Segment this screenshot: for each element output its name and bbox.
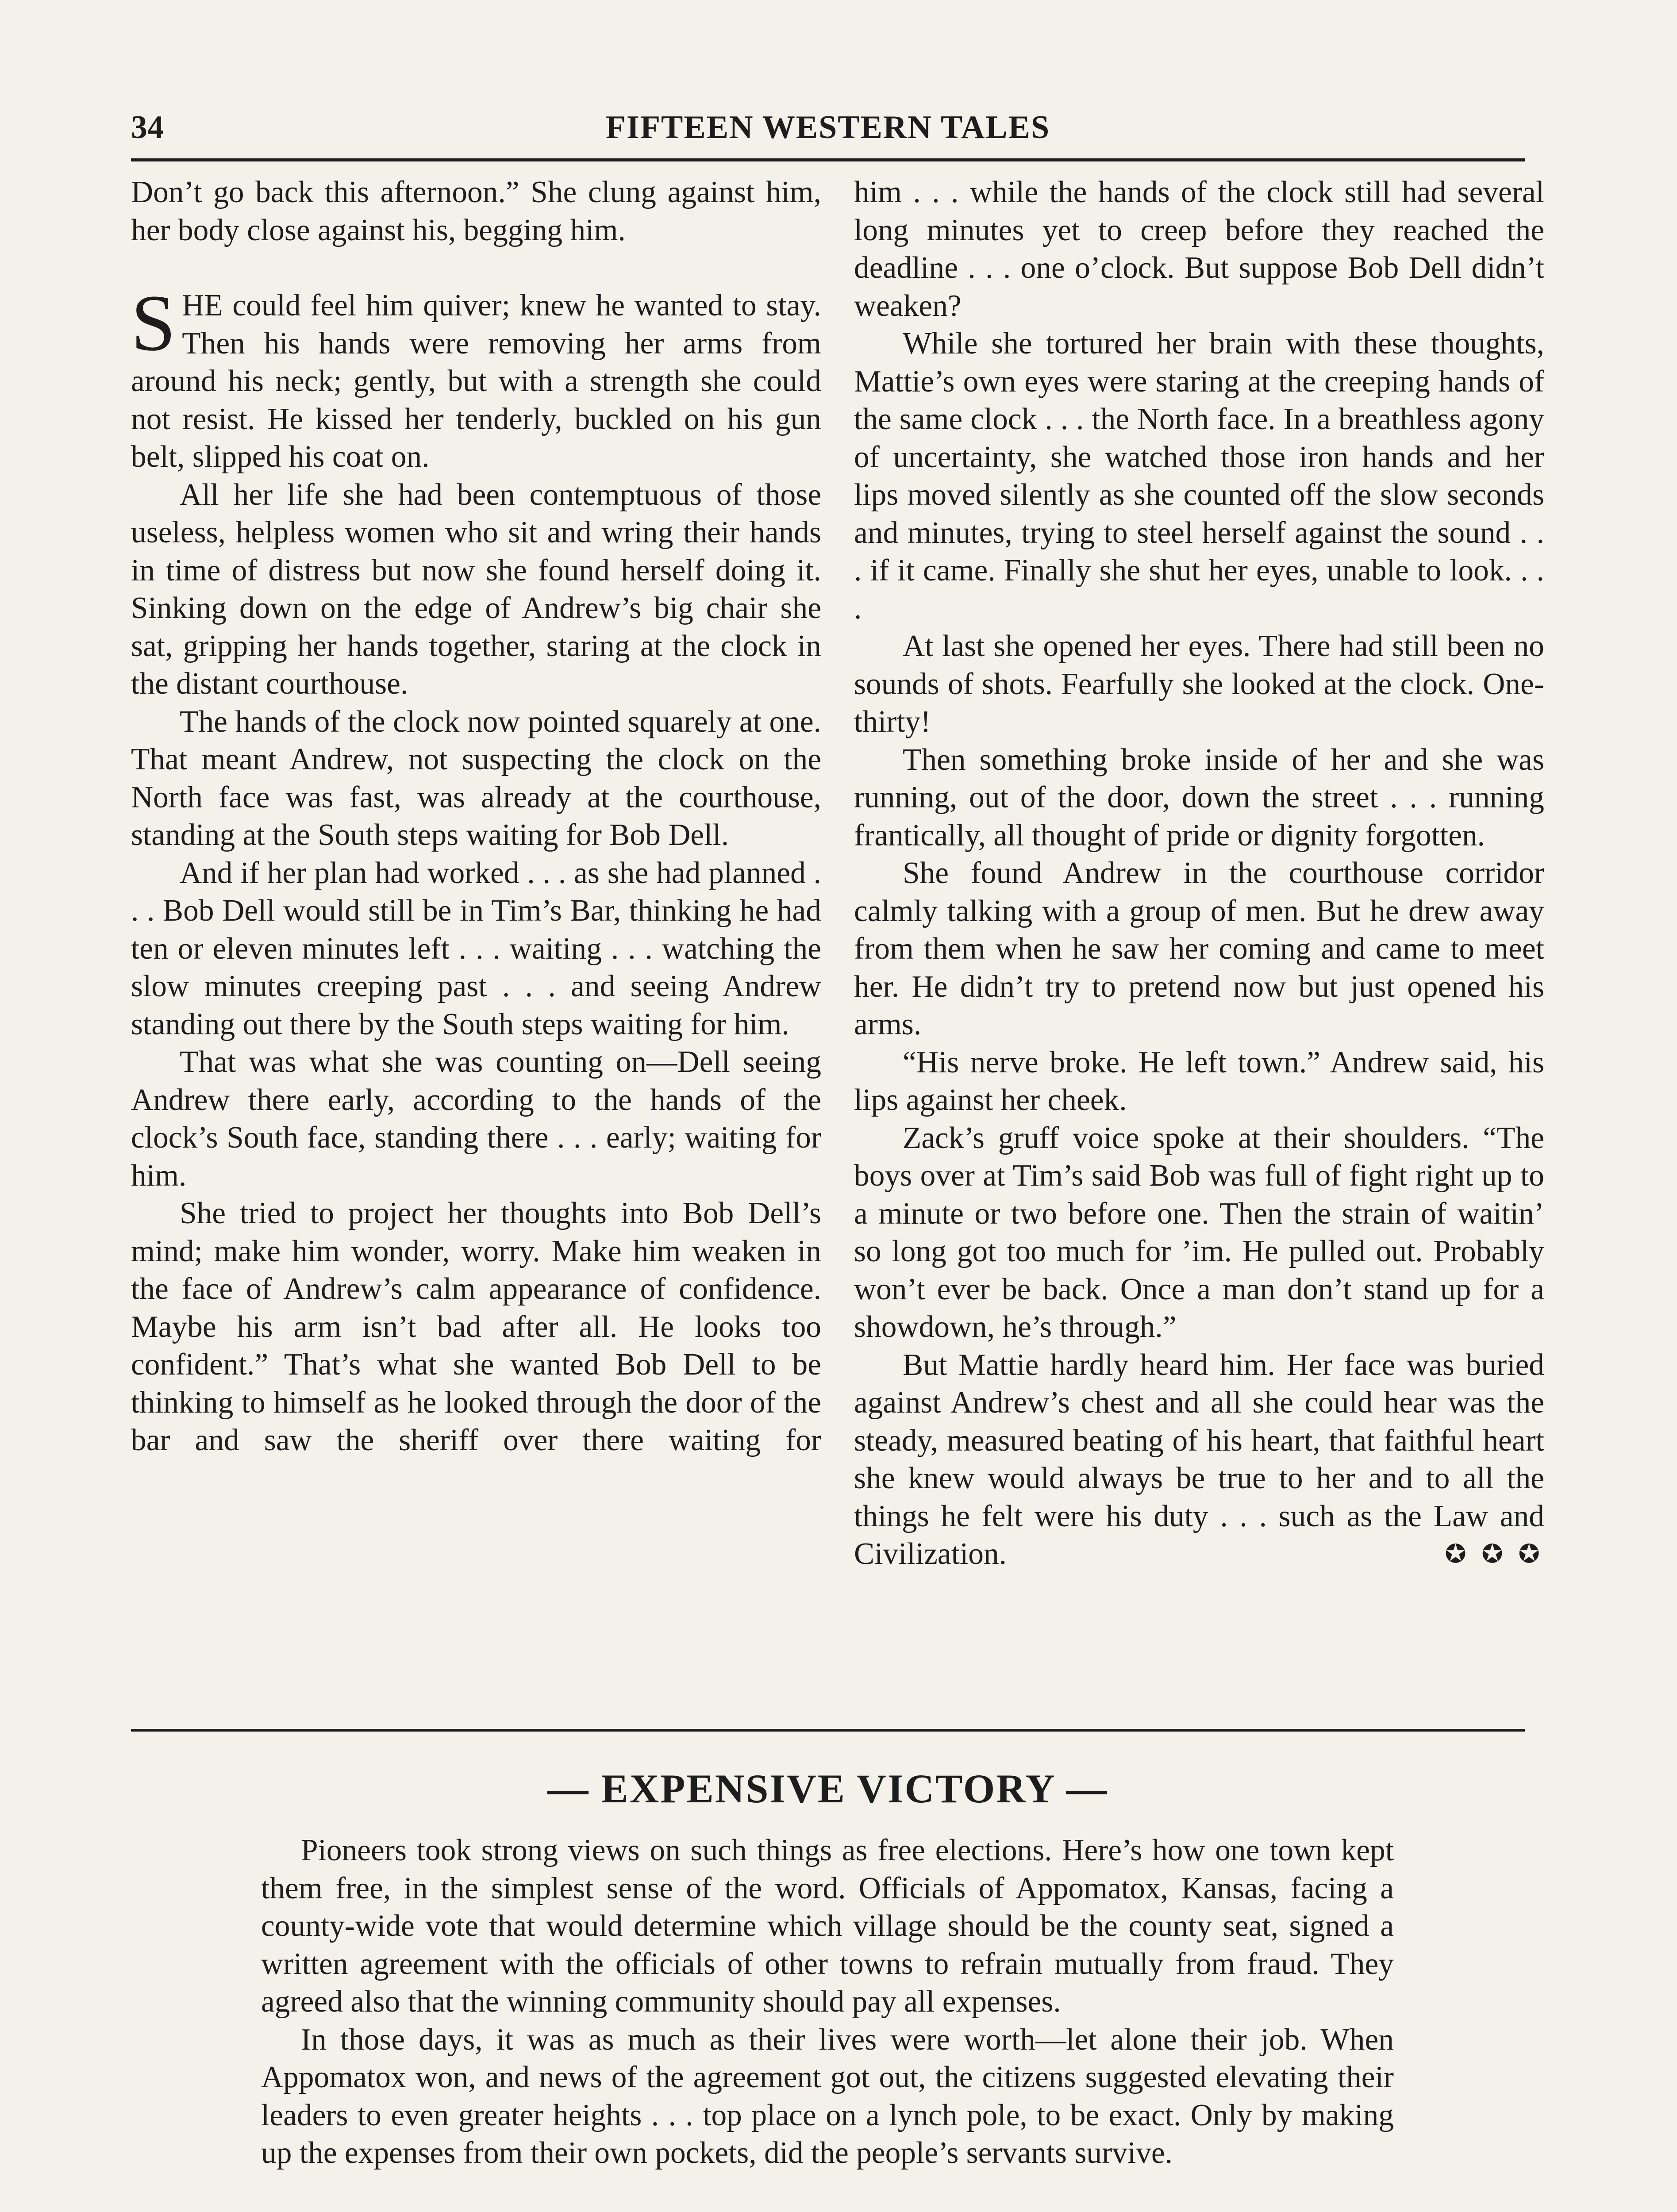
story-paragraph: While she tortured her brain with these thoughts, Mattie’s own eyes were staring at the creeping hands of the same clock . . . the North face. In a breathless agony of uncertainty, she watched those iron hands and her lips moved silently as she counted off the slow seconds and minutes, trying to steel herself against the sound . . . if it came. Finally she shut her eyes, unable to look. . . . [854,326,1544,626]
story-paragraph: him . . . while the hands of the clock still had several long minutes yet to creep before they reached the deadline . . . one o’clock. But suppose Bob Dell didn’t weaken? [854,175,1544,323]
drop-cap: S [131,279,176,368]
story-paragraph-dropcap [131,279,821,476]
final-paragraph-text: But Mattie hardly heard him. Her face was buried against Andrew’s chest and all she could hear was the steady, measured beating of his heart, that faithful heart she knew would always be true to her and to all the things he felt were his duty . . . such as the Law and Civilization. [854,1348,1544,1571]
feature-title: — EXPENSIVE VICTORY — [547,1766,1108,1811]
story-paragraph: Don’t go back this afternoon.” She clung against him, her body close against his, begging him. [131,175,821,247]
feature-paragraph: Pioneers took strong views on such things as free elections. Here’s how one town kept them free, in the simplest sense of the word. Officials of Appomatox, Kansas, facing a county-wide vote that would determine which village should be the county seat, signed a written agreement with the officials of other towns to refrain mutually from fraud. They agreed also that the winning community should pay all expenses. [261,1833,1394,2019]
story-paragraph: At last she opened her eyes. There had still been no sounds of shots. Fearfully she looked at the clock. One-thirty! [854,629,1544,739]
story-paragraph: Then something broke inside of her and she was running, out of the door, down the street . . . running frantically, all thought of pride or dignity forgotten. [854,742,1544,853]
story-paragraph: And if her plan had worked . . . as she had planned . . . Bob Dell would still be in Tim’s Bar, thinking he had ten or eleven minutes left . . . waiting . . . watching the slow minutes creeping past . . . and seeing Andrew standing out there by the South steps waiting for him. [131,856,821,1041]
page-header [131,105,1525,167]
right-column [854,173,1544,1573]
story-paragraph: Zack’s gruff voice spoke at their shoulders. “The boys over at Tim’s said Bob was full of fight right up to a minute or two before one. Then the strain of waitin’ so long got too much for ’im. He pulled out. Probably won’t ever be back. Once a man don’t stand up for a showdown, he’s through.” [854,1121,1544,1344]
header-rule [131,158,1525,161]
left-column [131,173,821,1459]
story-paragraph: All her life she had been contemptuous of those useless, helpless women who sit and wring their hands in time of distress but now she found herself doing it. Sinking down on the edge of Andrew’s big chair she sat, gripping her hands together, staring at the clock in the distant courthouse. [131,477,821,701]
story-paragraph: She found Andrew in the courthouse corridor calmly talking with a group of men. But he drew away from them when he saw her coming and came to meet her. He didn’t try to pretend now but just opened his arms. [854,856,1544,1041]
running-title: FIFTEEN WESTERN TALES [605,109,1050,146]
story-paragraph: The hands of the clock now pointed squarely at one. That meant Andrew, not suspecting the clock on the North face was fast, was already at the courthouse, standing at the South steps waiting for Bob Dell. [131,704,821,852]
feature-article [261,1832,1394,2172]
feature-paragraph: In those days, it was as much as their lives were worth—let alone their job. When Appomatox won, and news of the agreement got out, the citizens suggested elevating their leaders to even greater heights . . . top place on a lynch pole, to be exact. Only by making up the expenses from their own pockets, did the people’s servants survive. [261,2022,1394,2170]
story-paragraph: That was what she was counting on—Dell seeing Andrew there early, according to the hands of the clock’s South face, standing there . . . early; waiting for him. [131,1045,821,1193]
end-marks-icon: ✪ ✪ ✪ [1445,1540,1544,1568]
page-number: 34 [131,109,164,146]
section-break [131,249,821,287]
story-paragraph-final [854,1346,1544,1573]
story-paragraph: She tried to project her thoughts into Bob Dell’s mind; make him wonder, worry. Make him weaken in the face of Andrew’s calm appearance of confidence. Maybe his arm isn’t bad after all. He looks too confident.” That’s what she wanted Bob Dell to be thinking to himself as he looked through the door of the bar and saw the sheriff over there waiting for [131,1196,821,1457]
story-paragraph: “His nerve broke. He left town.” Andrew said, his lips against her cheek. [854,1045,1544,1117]
section-divider-rule [131,1729,1525,1732]
dropcap-paragraph-text: HE could feel him quiver; knew he wanted to stay. Then his hands were removing her arms from around his neck; gently, but with a strength she could not resist. He kissed her tenderly, buckled on his gun belt, slipped his coat on. [131,288,821,474]
